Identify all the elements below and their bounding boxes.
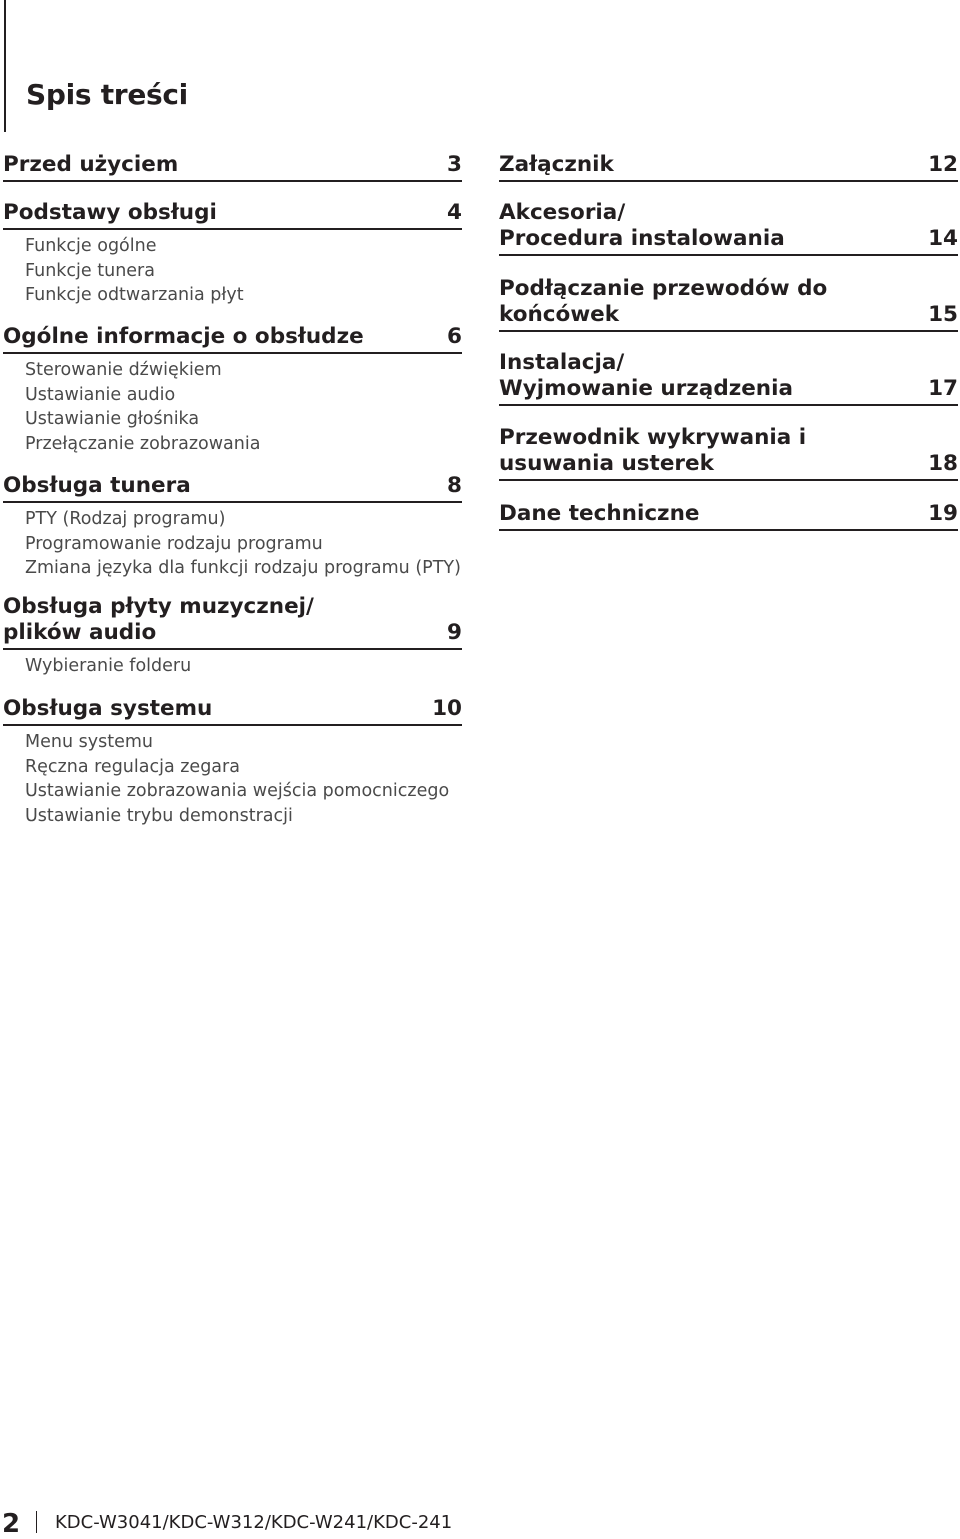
toc-page-number: 12 bbox=[928, 152, 958, 177]
toc-subitem[interactable]: Przełączanie zobrazowania bbox=[25, 434, 261, 455]
toc-subitem[interactable]: Wybieranie folderu bbox=[25, 656, 192, 676]
toc-heading-link[interactable] bbox=[3, 324, 462, 354]
toc-subitem[interactable]: PTY (Rodzaj programu) bbox=[25, 509, 226, 529]
toc-heading-link[interactable] bbox=[499, 200, 958, 256]
toc-heading-title: Obsługa płyty muzycznej/ plików audio bbox=[3, 594, 314, 645]
toc-heading-title: Załącznik bbox=[499, 152, 614, 177]
toc-section bbox=[499, 501, 958, 531]
toc-section bbox=[499, 276, 958, 332]
toc-section bbox=[3, 324, 462, 457]
toc-page-number: 4 bbox=[447, 200, 462, 225]
toc-section bbox=[3, 594, 462, 679]
toc-section bbox=[499, 425, 958, 481]
toc-heading-title: Akcesoria/ Procedura instalowania bbox=[499, 200, 785, 251]
toc-subitem[interactable]: Funkcje tunera bbox=[25, 260, 155, 281]
toc-section bbox=[3, 473, 462, 581]
toc-heading-title: Przed użyciem bbox=[3, 152, 179, 177]
toc-heading-link[interactable] bbox=[3, 152, 462, 182]
toc-page-number: 8 bbox=[447, 473, 462, 498]
toc-heading-title: Obsługa tunera bbox=[3, 473, 191, 498]
toc-heading-title: Obsługa systemu bbox=[3, 696, 213, 721]
toc-section bbox=[3, 152, 462, 182]
margin-rule bbox=[4, 0, 6, 132]
toc-subitem-list bbox=[3, 650, 462, 679]
toc-heading-title: Podstawy obsługi bbox=[3, 200, 217, 225]
toc-page-number: 18 bbox=[928, 451, 958, 476]
toc-section bbox=[499, 152, 958, 182]
toc-subitem[interactable]: Sterowanie dźwiękiem bbox=[25, 360, 222, 380]
toc-page-number: 14 bbox=[928, 226, 958, 251]
toc-subitem[interactable]: Ustawianie głośnika bbox=[25, 409, 200, 430]
toc-heading-link[interactable] bbox=[499, 276, 958, 332]
toc-subitem[interactable]: Funkcje ogólne bbox=[25, 236, 157, 256]
toc-subitem[interactable]: Programowanie rodzaju programu bbox=[25, 533, 323, 554]
toc-heading-title: Dane techniczne bbox=[499, 501, 700, 526]
toc-heading-link[interactable] bbox=[499, 425, 958, 481]
toc-section bbox=[3, 696, 462, 829]
toc-subitem-list bbox=[3, 354, 462, 457]
toc-page-number: 19 bbox=[928, 501, 958, 526]
toc-subitem-list bbox=[3, 503, 462, 581]
toc-heading-link[interactable] bbox=[3, 473, 462, 503]
footer-divider bbox=[36, 1511, 37, 1533]
toc-subitem[interactable]: Menu systemu bbox=[25, 732, 153, 752]
toc-page-number: 6 bbox=[447, 324, 462, 349]
toc-page-number: 3 bbox=[447, 152, 462, 177]
toc-heading-link[interactable] bbox=[3, 200, 462, 230]
footer-model: KDC-W3041/KDC-W312/KDC-W241/KDC-241 bbox=[55, 1512, 453, 1533]
toc-subitem-list bbox=[3, 726, 462, 829]
toc-subitem[interactable]: Funkcje odtwarzania płyt bbox=[25, 285, 244, 306]
toc-page-number: 15 bbox=[928, 302, 958, 327]
page-title: Spis treści bbox=[26, 78, 188, 111]
toc-heading-link[interactable] bbox=[499, 501, 958, 531]
toc-heading-link[interactable] bbox=[3, 594, 462, 650]
toc-heading-title: Przewodnik wykrywania i usuwania usterek bbox=[499, 425, 807, 476]
toc-section bbox=[3, 200, 462, 308]
toc-heading-title: Podłączanie przewodów do końcówek bbox=[499, 276, 828, 327]
toc-section bbox=[499, 350, 958, 406]
toc-page-number: 9 bbox=[447, 620, 462, 645]
toc-heading-title: Ogólne informacje o obsłudze bbox=[3, 324, 364, 349]
toc-heading-title: Instalacja/ Wyjmowanie urządzenia bbox=[499, 350, 793, 401]
toc-subitem[interactable]: Ustawianie audio bbox=[25, 384, 176, 405]
toc-subitem-list bbox=[3, 230, 462, 308]
toc-subitem[interactable]: Zmiana języka dla funkcji rodzaju programu (PTY) bbox=[25, 558, 461, 579]
toc-page-number: 17 bbox=[928, 376, 958, 401]
toc-heading-link[interactable] bbox=[499, 152, 958, 182]
toc-subitem[interactable]: Ustawianie zobrazowania wejścia pomocniczego bbox=[25, 781, 450, 802]
toc-subitem[interactable]: Ręczna regulacja zegara bbox=[25, 756, 240, 777]
toc-section bbox=[499, 200, 958, 256]
toc-heading-link[interactable] bbox=[3, 696, 462, 726]
footer-page-number: 2 bbox=[2, 1509, 21, 1539]
toc-heading-link[interactable] bbox=[499, 350, 958, 406]
toc-subitem[interactable]: Ustawianie trybu demonstracji bbox=[25, 806, 293, 827]
toc-page-number: 10 bbox=[432, 696, 462, 721]
